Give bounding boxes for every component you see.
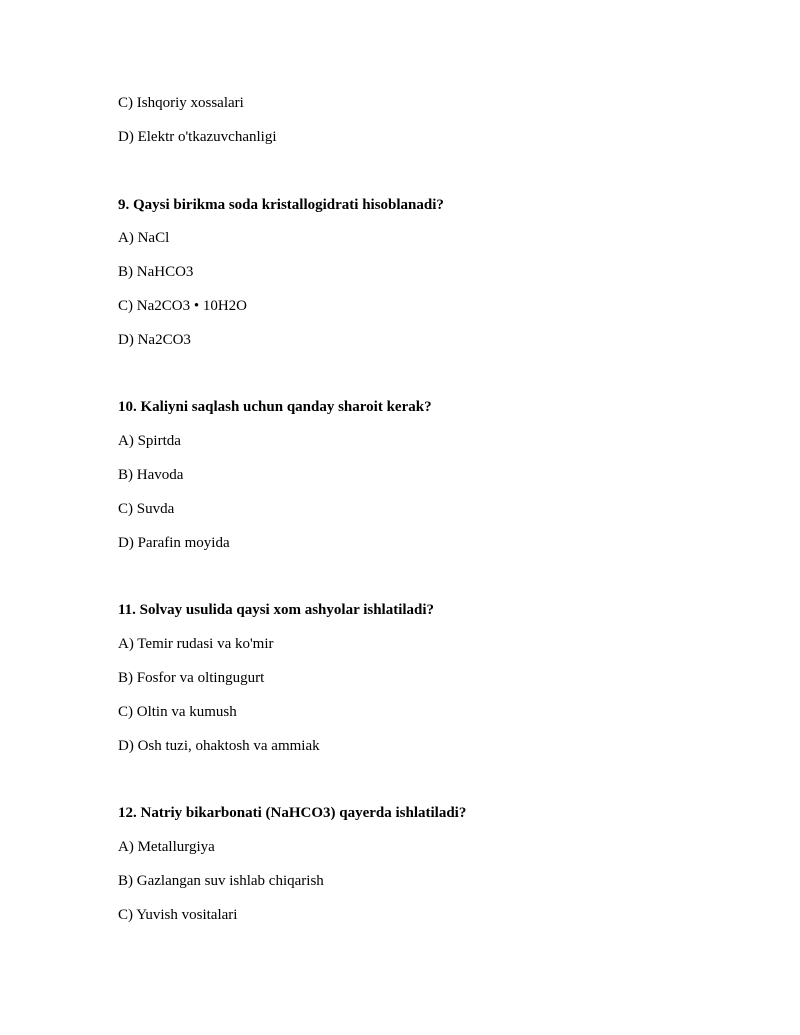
q10-option-c: C) Suvda [118,501,175,517]
q9-option-c: C) Na2CO3 • 10H2O [118,298,247,314]
q11-option-b: B) Fosfor va oltingugurt [118,670,265,686]
q10-option-d: D) Parafin moyida [118,535,230,551]
q9-option-d: D) Na2CO3 [118,332,191,348]
question-11: 11. Solvay usulida qaysi xom ashyolar ishlatiladi? [118,602,435,618]
option-d: D) Elektr o'tkazuvchanligi [118,129,277,145]
q11-option-a: A) Temir rudasi va ko'mir [118,636,274,652]
q11-option-d: D) Osh tuzi, ohaktosh va ammiak [118,738,320,754]
question-9: 9. Qaysi birikma soda kristallogidrati hisoblanadi? [118,197,444,213]
q11-option-c: C) Oltin va kumush [118,704,237,720]
question-12: 12. Natriy bikarbonati (NaHCO3) qayerda ishlatiladi? [118,805,467,821]
q12-option-a: A) Metallurgiya [118,839,215,855]
q10-option-b: B) Havoda [118,467,184,483]
option-c: C) Ishqoriy xossalari [118,95,244,111]
q12-option-b: B) Gazlangan suv ishlab chiqarish [118,873,324,889]
q10-option-a: A) Spirtda [118,433,181,449]
q9-option-a: A) NaCl [118,230,170,246]
q12-option-c: C) Yuvish vositalari [118,907,238,923]
q9-option-b: B) NaHCO3 [118,264,194,280]
question-10: 10. Kaliyni saqlash uchun qanday sharoit kerak? [118,399,432,415]
